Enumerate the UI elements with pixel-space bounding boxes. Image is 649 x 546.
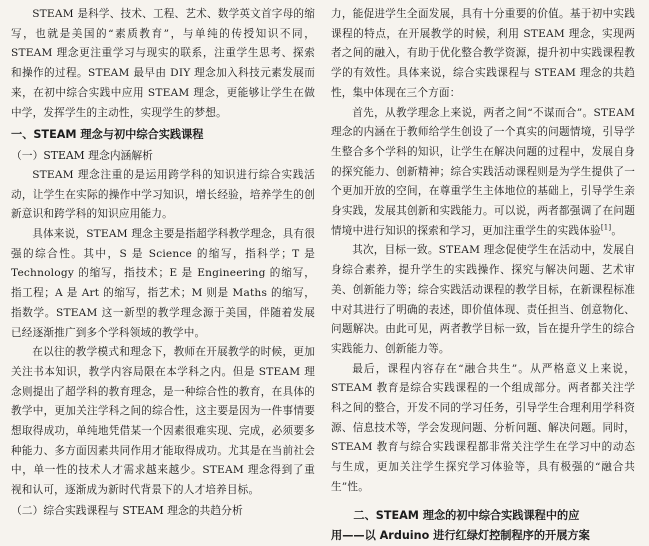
paragraph: STEAM 理念注重的是运用跨学科的知识进行综合实践活动，让学生在实际的操作中学习知识，增长经验，培养学生的创新意识和跨学科的知识应用能力。: [11, 168, 315, 221]
paragraph: 力，能促进学生全面发展，具有十分重要的价值。基于初中实践课程的特点，在开展教学的时候，利用 STEAM 理念，实现两者之间的融入，有助于优化整合教学资源，提升初中实践课程教学的有效性。具体来说，综合实践课程与 STEAM 理念的共趋性，集中体现在三个方面：: [331, 8, 635, 99]
citation: [1]: [600, 223, 612, 232]
paragraph-end: 。: [611, 224, 623, 237]
paragraph: STEAM 是科学、技术、工程、艺术、数学英文首字母的缩写，也就是美国的“素质教育”，与单纯的传授知识不同，STEAM 理念更注重学习与现实的联系，注重学生思考、探索和操作的过程。STEAM 最早由 DIY 理念加入科技元素发展而来，在初中综合实践中应用 STEAM 理念，更能够让学生在做中学，发挥学生的主动性，实现学生的梦想。: [11, 8, 315, 119]
paragraph: 其次，目标一致。STEAM 理念促使学生在活动中，发展自身综合素养，提升学生的实践操作、探究与解决问题、艺术审美、创新能力等；综合实践活动课程的教学目标，在新课程标准中对其进行了明确的表述，即价值体现、责任担当、创意物化、问题解决。由此可见，两者教学目标一致，旨在提升学生的综合实践能力、创新能力等。: [331, 244, 635, 355]
paragraph: 在以往的教学模式和理念下，教师在开展教学的时候，更加关注书本知识，教学内容局限在本学科之内。但是 STEAM 理念则提出了超学科的教育理念，是一种综合性的教育，在具体的教学中，更加关注学科之间的综合性，这主要是因为一件事情要想取得成功，单纯地凭借某一个因素很难实现、完成，必须要多种能力、多方面因素共同作用才能取得成功。尤其是在当前社会中，单一性的技术人才需求越来越少。STEAM 理念得到了重视和认可，逐渐成为新时代背景下的人才培养目标。: [11, 346, 315, 497]
right-column: [331, 5, 635, 542]
paragraph: 具体来说，STEAM 理念主要是指超学科教学理念，具有很强的综合性。其中，S 是 Science 的缩写，指科学；T 是 Technology 的缩写，指技术；E 是 Engineering 的缩写，指工程；A 是 Art 的缩写，指艺术；M 则是 Maths 的缩写，指数学。STEAM 这一新型的教学理念源于美国，伴随着发展已经逐渐推广到多个学科领域的教学中。: [11, 228, 315, 339]
subsection-heading: （二）综合实践课程与 STEAM 理念的共趋分析: [11, 503, 243, 517]
paragraph: [331, 104, 635, 242]
section-heading-continued: 用——以 Arduino 进行红绿灯控制程序的开展方案: [331, 528, 590, 542]
left-column: [11, 5, 315, 534]
section-heading: 一、STEAM 理念与初中综合实践课程: [11, 128, 204, 142]
paragraph-text: 首先，从教学理念上来说，两者之间“不谋而合”。STEAM 理念的内涵在于教师给学生创设了一个真实的问题情境，引导学生整合多个学科的知识，让学生在解决问题的过程中，发展自身的探究能力、创新精神；综合实践活动课程则是为学生提供了一个更加开放的空间，在尊重学生主体地位的基础上，引导学生亲身实践，发展其创新和实践能力。可以说，两者都强调了在问题情境中进行知识的探索和学习，更加注重学生的实践体验: [331, 106, 635, 237]
subsection-heading: （一）STEAM 理念内涵解析: [11, 149, 153, 163]
paragraph: 最后，课程内容存在“融合共生”。从严格意义上来说，STEAM 教育是综合实践课程的一个组成部分。两者都关注学科之间的整合，开发不同的学习任务，引导学生合理利用学科资源、信息技术等，学会发现问题、分析问题、解决问题。同时，STEAM 教育与综合实践课程都非常关注学生在学习中的动态与生成，更加关注学生探究学习体验等，具有极强的“融合共生”性。: [331, 362, 635, 493]
section-heading: 二、STEAM 理念的初中综合实践课程中的应: [353, 508, 580, 522]
